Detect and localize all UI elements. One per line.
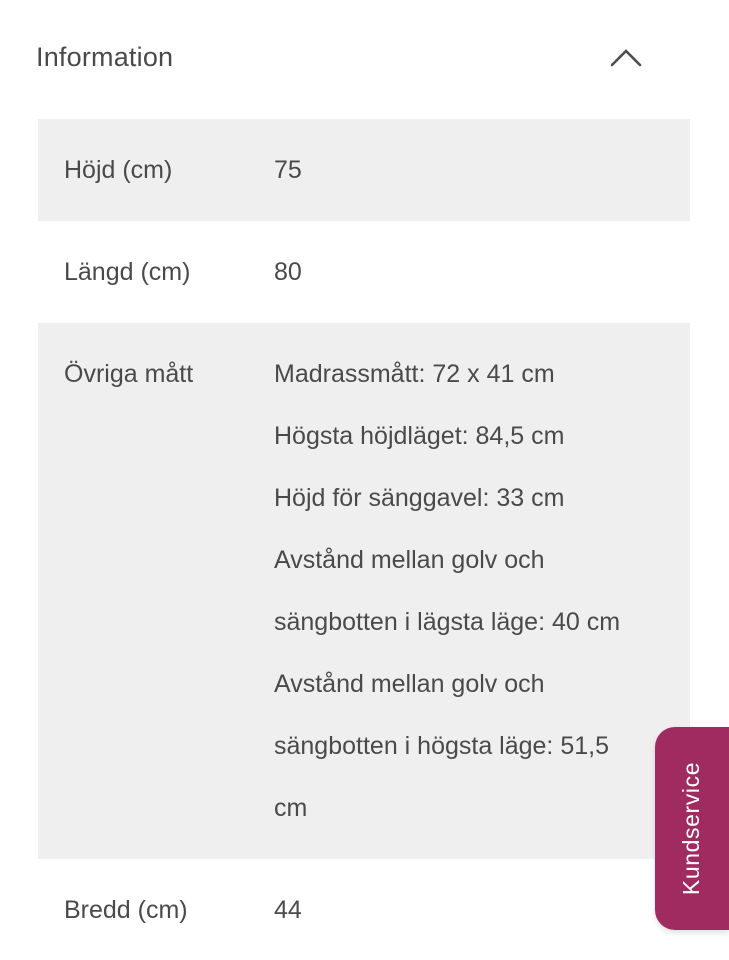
- kundservice-button[interactable]: [655, 727, 729, 930]
- spec-value-line: 80: [274, 258, 302, 286]
- section-title: Information: [36, 42, 174, 72]
- spec-table: [38, 119, 690, 960]
- spec-label: Höjd (cm): [64, 156, 173, 184]
- spec-row: [38, 323, 690, 859]
- spec-value: [274, 241, 636, 303]
- spec-value-line: 75: [274, 156, 302, 184]
- spec-value-line: 44: [274, 896, 302, 924]
- spec-row: [38, 119, 690, 221]
- spec-value-line: Högsta höjdläget: 84,5 cm: [274, 422, 565, 450]
- spec-value-line: Höjd för sänggavel: 33 cm: [274, 484, 565, 512]
- spec-value: [274, 343, 636, 839]
- section-header[interactable]: [0, 0, 729, 73]
- spec-value: [274, 879, 636, 941]
- spec-value-line: Avstånd mellan golv och sängbotten i lägsta läge: 40 cm: [274, 546, 621, 636]
- spec-value-line: Madrassmått: 72 x 41 cm: [274, 360, 555, 388]
- spec-row: [38, 859, 690, 960]
- spec-label: Övriga mått: [64, 360, 194, 388]
- kundservice-label: Kundservice: [678, 761, 705, 896]
- spec-value-line: Avstånd mellan golv och sängbotten i högsta läge: 51,5 cm: [274, 670, 609, 822]
- spec-row: [38, 221, 690, 323]
- chevron-up-icon[interactable]: [609, 47, 643, 69]
- spec-label: Längd (cm): [64, 258, 191, 286]
- spec-value: [274, 139, 636, 201]
- spec-label: Bredd (cm): [64, 896, 188, 924]
